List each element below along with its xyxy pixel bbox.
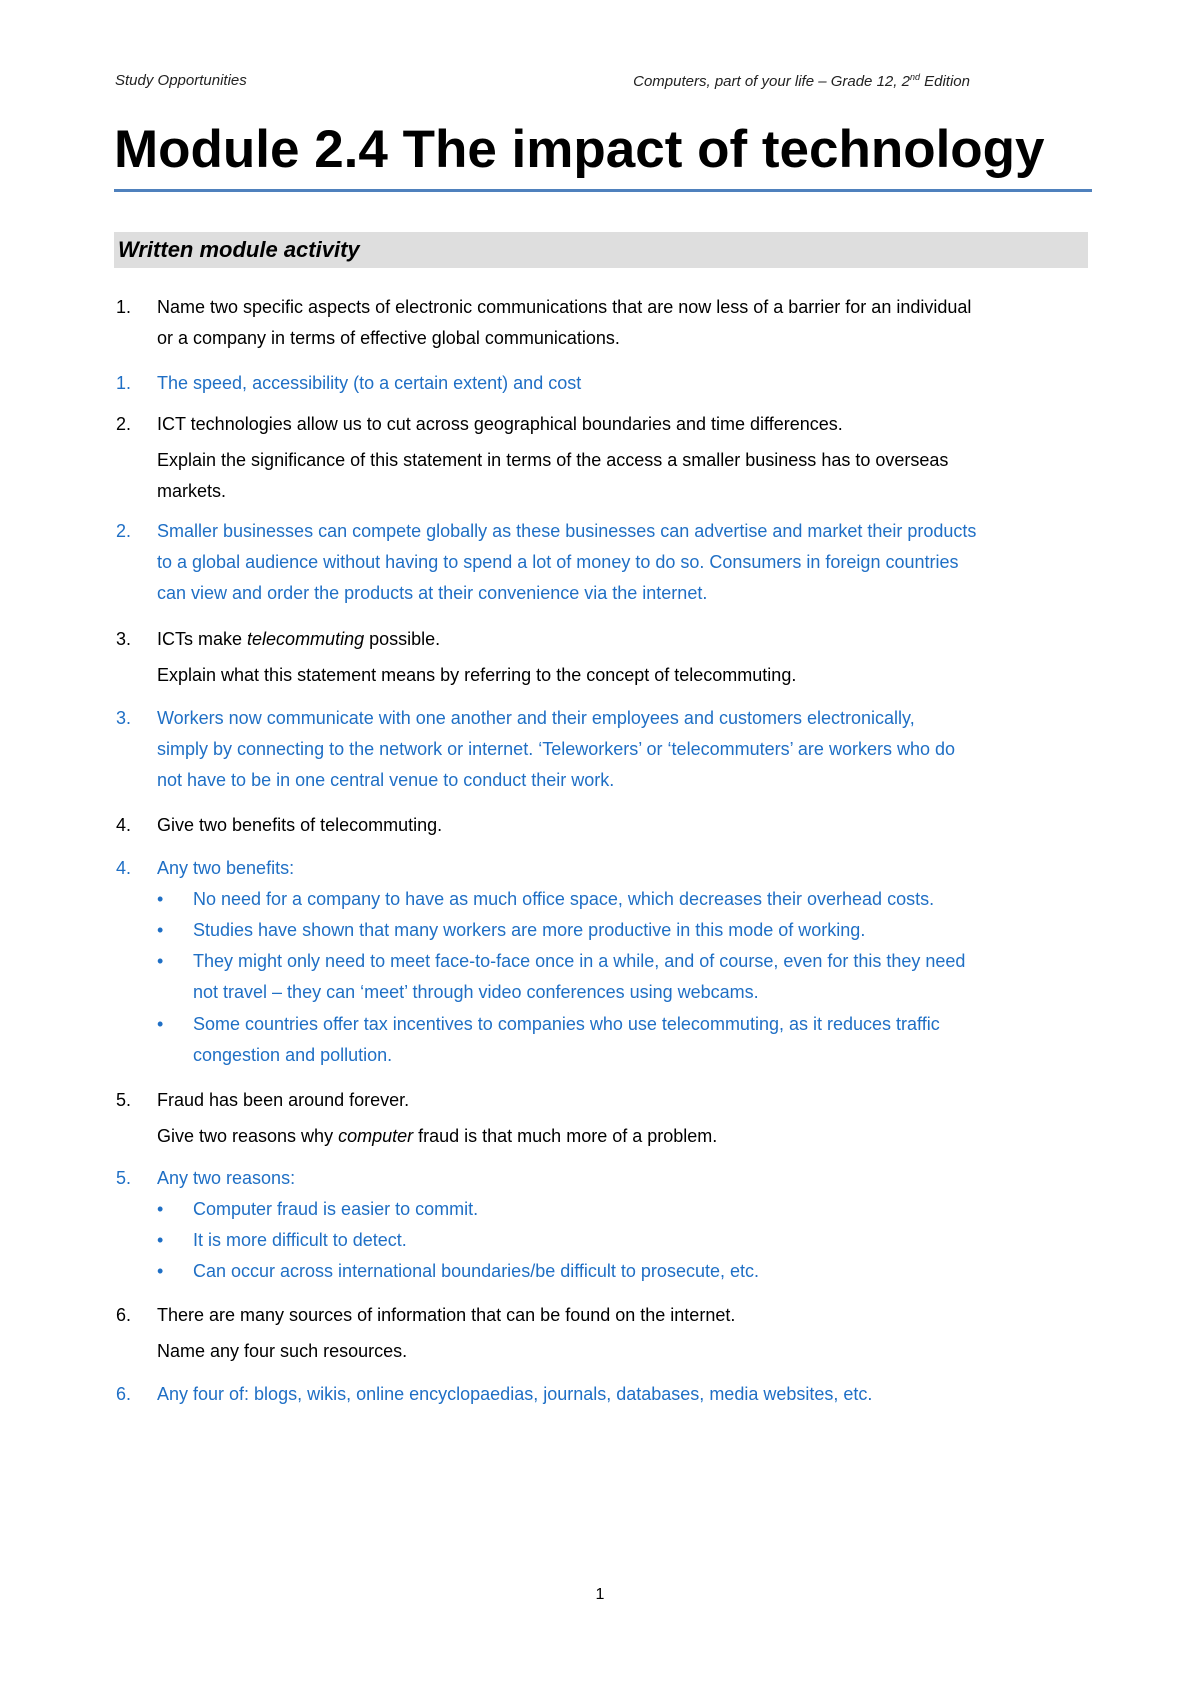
bullet-glyph: • [157,920,164,940]
text-run: fraud is that much more of a problem. [413,1126,718,1146]
answer-line: to a global audience without having to spend a lot of money to do so. Consumers in foreign countries [157,552,959,572]
question-line: markets. [157,481,227,501]
question-line [157,624,1092,655]
question-line: ICT technologies allow us to cut across geographical boundaries and time differences. [157,414,843,434]
bullet-text: It is more difficult to detect. [193,1230,407,1250]
question-line: Explain the significance of this statement in terms of the access a smaller business has to overseas [157,450,949,470]
answer-text: The speed, accessibility (to a certain extent) and cost [157,373,582,393]
text-run: ICTs make [157,629,248,649]
header-right [633,72,970,90]
emphasis-text: computer [338,1126,414,1146]
answer-number: 5. [116,1168,132,1188]
bullet-text: Can occur across international boundaries/be difficult to prosecute, etc. [193,1261,759,1281]
page-title: Module 2.4 The impact of technology [114,120,1045,179]
page-number: 1 [595,1586,605,1603]
bullet-text: No need for a company to have as much office space, which decreases their overhead costs. [193,889,935,909]
answer-number: 1. [116,373,132,393]
question-line: Name two specific aspects of electronic communications that are now less of a barrier for an individual [157,297,972,317]
bullet-glyph: • [157,1014,164,1034]
answer-number: 4. [116,858,132,878]
question-line: or a company in terms of effective global communications. [157,328,620,348]
question-text: Give two benefits of telecommuting. [157,815,443,835]
bullet-glyph: • [157,1230,164,1250]
question-text [157,445,1092,507]
bullet-line: Some countries offer tax incentives to companies who use telecommuting, as it reduces traffic [193,1014,940,1034]
bullet-text [193,1009,1093,1071]
header-right-superscript: nd [909,72,920,82]
title-underline [114,189,1092,192]
answer-line: can view and order the products at their convenience via the internet. [157,583,708,603]
answer-line: Smaller businesses can compete globally as these businesses can advertise and market their products [157,521,977,541]
answer-line: not have to be in one central venue to conduct their work. [157,770,615,790]
bullet-line: congestion and pollution. [193,1045,393,1065]
emphasis-text: telecommuting [247,629,365,649]
bullet-text: Studies have shown that many workers are more productive in this mode of working. [193,920,866,940]
bullet-line: not travel – they can ‘meet’ through video conferences using webcams. [193,982,759,1002]
question-number: 6. [116,1305,132,1325]
text-run: possible. [364,629,441,649]
text-run: Give two reasons why [157,1126,339,1146]
bullet-line: They might only need to meet face-to-face once in a while, and of course, even for this they need [193,951,966,971]
question-text [157,292,1092,354]
question-number: 2. [116,414,132,434]
question-line [157,1121,1092,1152]
question-number: 1. [116,297,132,317]
answer-line: simply by connecting to the network or internet. ‘Teleworkers’ or ‘telecommuters’ are workers who do [157,739,955,759]
question-line: Explain what this statement means by referring to the concept of telecommuting. [157,665,797,685]
bullet-glyph: • [157,951,164,971]
bullet-glyph: • [157,1261,164,1281]
header-right-tail: Edition [919,73,970,90]
answer-text [157,703,1092,796]
question-text: There are many sources of information that can be found on the internet. [157,1305,736,1325]
question-number: 5. [116,1090,132,1110]
question-number: 3. [116,629,132,649]
answer-number: 6. [116,1384,132,1404]
answer-intro: Any two reasons: [157,1168,296,1188]
answer-intro: Any two benefits: [157,858,295,878]
answer-line: Workers now communicate with one another and their employees and customers electronically, [157,708,915,728]
question-number: 4. [116,815,132,835]
bullet-text [193,946,1093,1008]
bullet-glyph: • [157,889,164,909]
section-heading: Written module activity [118,237,360,262]
question-text [157,624,1092,655]
bullet-text: Computer fraud is easier to commit. [193,1199,479,1219]
question-line: Name any four such resources. [157,1341,408,1361]
header-right-main: Computers, part of your life – Grade 12, 2 [633,73,910,90]
header-left: Study Opportunities [115,72,247,89]
answer-number: 2. [116,521,132,541]
answer-number: 3. [116,708,132,728]
bullet-glyph: • [157,1199,164,1219]
question-text [157,409,1092,440]
answer-text [157,516,1092,609]
question-text: Fraud has been around forever. [157,1090,410,1110]
section-heading-bar [114,232,1088,268]
answer-text: Any four of: blogs, wikis, online encyclopaedias, journals, databases, media websites, etc. [157,1384,873,1404]
